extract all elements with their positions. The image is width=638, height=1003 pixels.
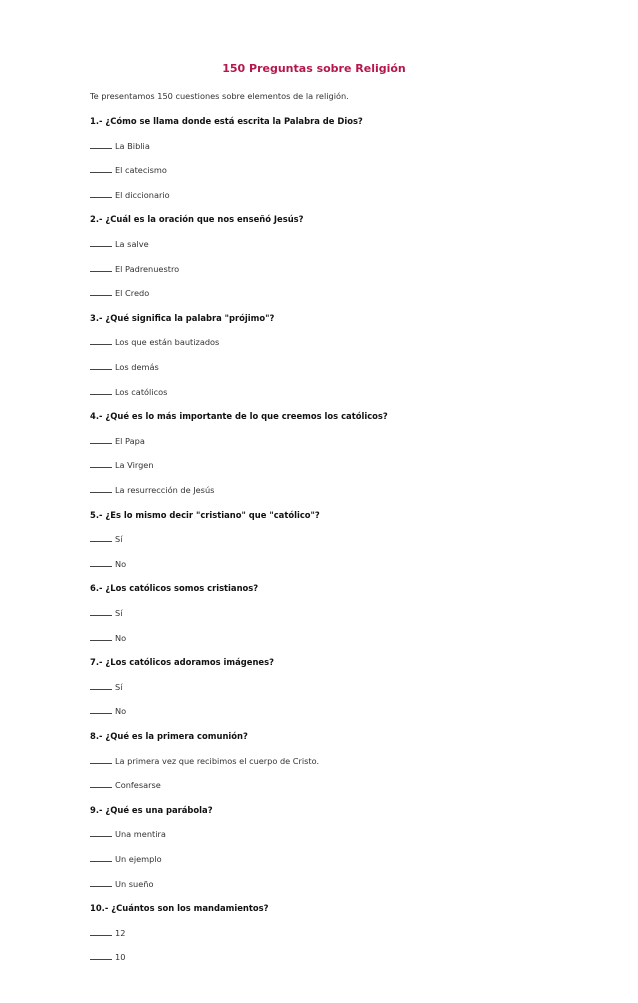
question-9: 9.- ¿Qué es una parábola? <box>90 804 213 815</box>
answer-option-label: 10 <box>115 952 126 963</box>
answer-option-label: El Padrenuestro <box>115 263 180 274</box>
answer-option-label: La resurrección de Jesús <box>115 485 215 495</box>
answer-blank[interactable] <box>90 484 112 493</box>
answer-blank[interactable] <box>90 705 112 714</box>
answer-option <box>90 140 150 152</box>
answer-blank[interactable] <box>90 533 112 542</box>
question-6: 6.- ¿Los católicos somos cristianos? <box>90 583 259 594</box>
answer-blank[interactable] <box>90 681 112 690</box>
answer-option-label: El diccionario <box>115 189 170 200</box>
answer-option-label: Una mentira <box>115 829 166 840</box>
answer-option-label: La Virgen <box>115 460 154 471</box>
page-title: 150 Preguntas sobre Religión <box>222 62 406 75</box>
answer-blank[interactable] <box>90 853 112 862</box>
answer-option <box>90 189 170 201</box>
answer-blank[interactable] <box>90 558 112 567</box>
answer-option-label: Los que están bautizados <box>115 337 220 348</box>
answer-option <box>90 336 219 348</box>
answer-option <box>90 632 126 644</box>
answer-blank[interactable] <box>90 927 112 936</box>
question-2: 2.- ¿Cuál es la oración que nos enseñó Jesús? <box>90 214 304 225</box>
question-5: 5.- ¿Es lo mismo decir "cristiano" que "católico"? <box>90 509 320 520</box>
answer-option <box>90 459 154 471</box>
answer-blank[interactable] <box>90 951 112 960</box>
question-8: 8.- ¿Qué es la primera comunión? <box>90 731 248 741</box>
answer-option-label: Sí <box>115 681 123 692</box>
answer-option-label: Sí <box>115 534 123 545</box>
answer-option-label: Un sueño <box>115 878 154 889</box>
answer-option <box>90 263 179 275</box>
answer-option <box>90 951 125 963</box>
answer-option-label: No <box>115 558 127 569</box>
answer-option-label: La salve <box>115 239 149 249</box>
answer-option <box>90 607 122 619</box>
answer-option-label: 12 <box>115 927 126 938</box>
answer-option <box>90 853 162 865</box>
answer-option <box>90 435 145 447</box>
intro-text: Te presentamos 150 cuestiones sobre elementos de la religión. <box>90 91 349 101</box>
answer-blank[interactable] <box>90 632 112 641</box>
question-1: 1.- ¿Cómo se llama donde está escrita la Palabra de Dios? <box>90 116 363 126</box>
answer-blank[interactable] <box>90 336 112 345</box>
answer-option-label: El catecismo <box>115 165 167 176</box>
answer-blank[interactable] <box>90 435 112 444</box>
answer-option-label: Confesarse <box>115 780 161 791</box>
answer-option-label: No <box>115 706 127 717</box>
question-10: 10.- ¿Cuántos son los mandamientos? <box>90 903 269 914</box>
answer-option <box>90 238 149 250</box>
answer-blank[interactable] <box>90 263 112 272</box>
answer-option-label: Sí <box>115 608 123 618</box>
answer-blank[interactable] <box>90 607 112 616</box>
answer-option <box>90 386 167 398</box>
answer-blank[interactable] <box>90 386 112 395</box>
answer-option-label: La primera vez que recibimos el cuerpo de Cristo. <box>115 755 320 766</box>
answer-option-label: Los demás <box>115 362 159 372</box>
answer-option <box>90 681 122 693</box>
answer-option <box>90 558 126 570</box>
answer-option <box>90 828 166 840</box>
answer-option <box>90 287 149 299</box>
answer-option-label: No <box>115 632 127 643</box>
answer-option <box>90 927 125 939</box>
answer-option <box>90 164 167 176</box>
answer-option-label: Los católicos <box>115 386 168 397</box>
answer-option <box>90 484 214 496</box>
answer-option <box>90 361 159 373</box>
answer-blank[interactable] <box>90 287 112 296</box>
answer-option <box>90 755 319 767</box>
question-3: 3.- ¿Qué significa la palabra "prójimo"? <box>90 312 275 323</box>
answer-option-label: El Credo <box>115 288 150 299</box>
question-7: 7.- ¿Los católicos adoramos imágenes? <box>90 657 274 668</box>
answer-option <box>90 779 161 791</box>
answer-blank[interactable] <box>90 361 112 370</box>
answer-option <box>90 705 126 717</box>
answer-option <box>90 533 122 545</box>
answer-blank[interactable] <box>90 828 112 837</box>
answer-blank[interactable] <box>90 459 112 468</box>
answer-option-label: La Biblia <box>115 140 150 151</box>
question-4: 4.- ¿Qué es lo más importante de lo que creemos los católicos? <box>90 411 388 422</box>
answer-blank[interactable] <box>90 140 112 149</box>
answer-blank[interactable] <box>90 755 112 764</box>
answer-blank[interactable] <box>90 164 112 173</box>
answer-option <box>90 878 153 890</box>
answer-blank[interactable] <box>90 189 112 198</box>
answer-option-label: El Papa <box>115 435 145 446</box>
answer-blank[interactable] <box>90 238 112 247</box>
answer-blank[interactable] <box>90 779 112 788</box>
answer-option-label: Un ejemplo <box>115 854 162 864</box>
answer-blank[interactable] <box>90 878 112 887</box>
